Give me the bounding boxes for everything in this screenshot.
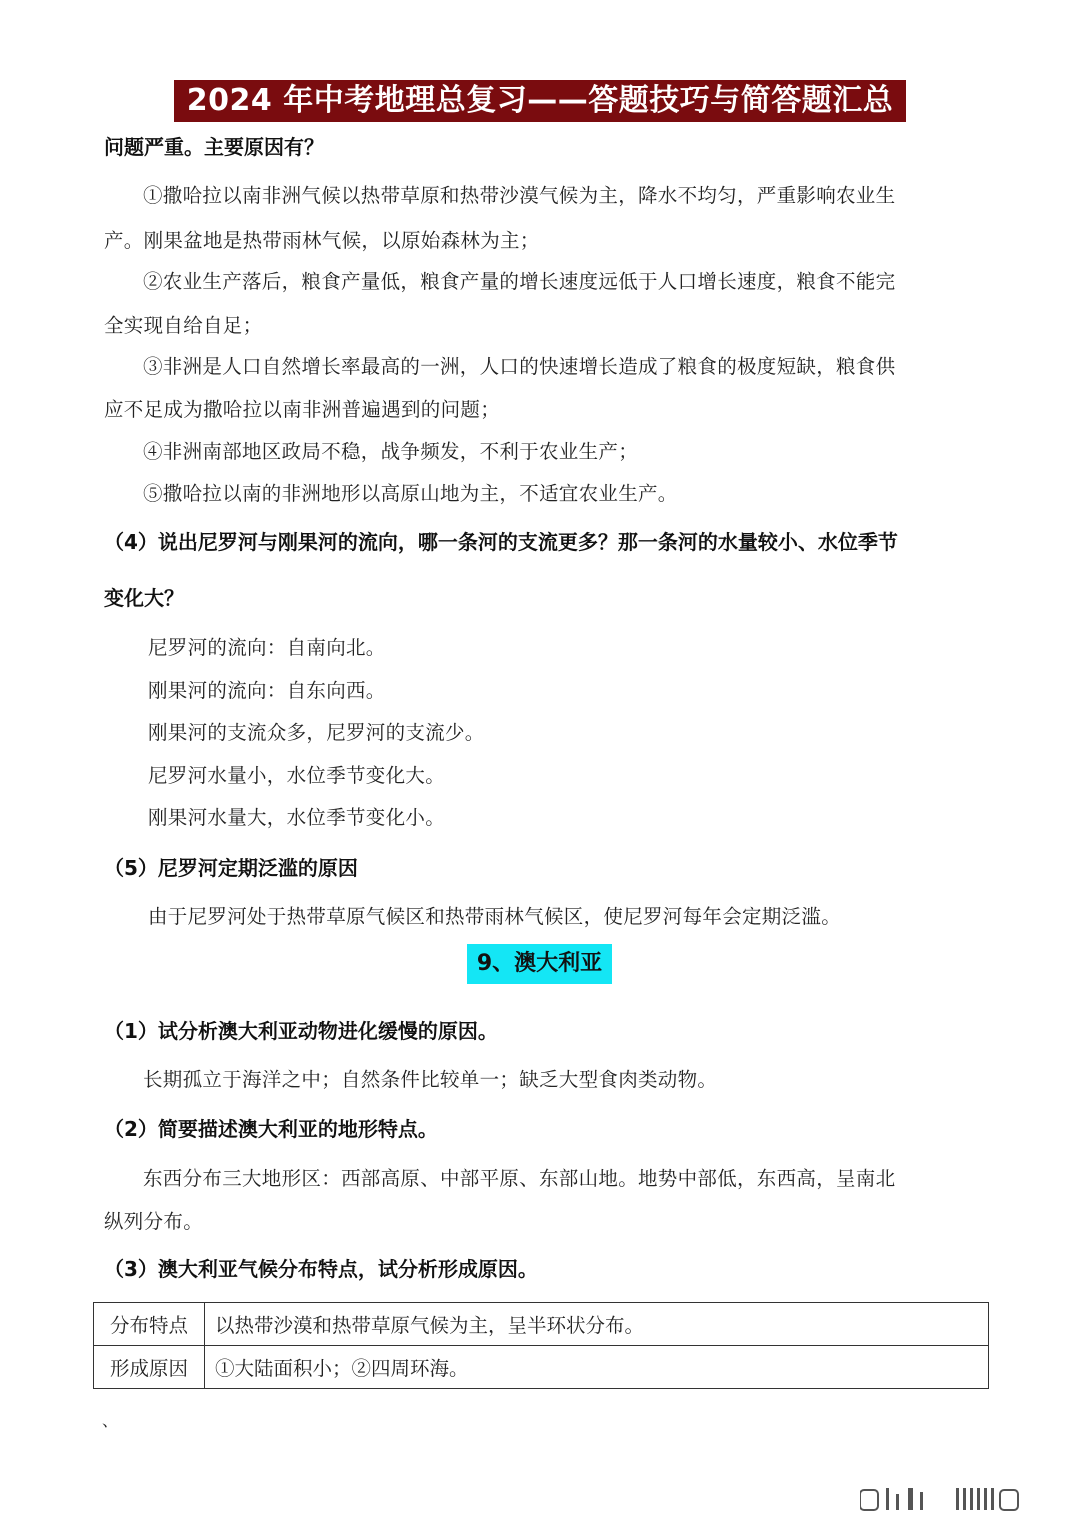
australia-question-2: （2）简要描述澳大利亚的地形特点。 xyxy=(104,1117,438,1141)
cause-line-8: ⑤撒哈拉以南的非洲地形以高原山地为主，不适宜农业生产。 xyxy=(143,482,678,505)
table-value-cause: ①大陆面积小；②四周环海。 xyxy=(205,1346,989,1389)
cause-line-4: 全实现自给自足； xyxy=(104,314,263,337)
stray-mark: 、 xyxy=(102,1411,119,1430)
table-row xyxy=(94,1346,989,1389)
question-5: （5）尼罗河定期泛滥的原因 xyxy=(104,856,358,880)
answer-4-line-4: 尼罗河水量小，水位季节变化大。 xyxy=(148,764,446,787)
question-4-line-1: （4）说出尼罗河与刚果河的流向，哪一条河的支流更多？那一条河的水量较小、水位季节 xyxy=(104,530,898,554)
watermark-bars-icon xyxy=(860,1484,1060,1514)
table-row xyxy=(94,1303,989,1346)
cause-line-2: 产。刚果盆地是热带雨林气候，以原始森林为主； xyxy=(104,229,540,252)
cause-line-6: 应不足成为撒哈拉以南非洲普遍遇到的问题； xyxy=(104,398,501,421)
answer-4-line-5: 刚果河水量大，水位季节变化小。 xyxy=(148,806,446,829)
australia-answer-1: 长期孤立于海洋之中；自然条件比较单一；缺乏大型食肉类动物。 xyxy=(143,1068,718,1091)
question-4-line-2: 变化大？ xyxy=(104,586,184,610)
australia-answer-2-line-1: 东西分布三大地形区：西部高原、中部平原、东部山地。地势中部低，东西高，呈南北 xyxy=(143,1167,896,1190)
cause-line-1: ①撒哈拉以南非洲气候以热带草原和热带沙漠气候为主，降水不均匀，严重影响农业生 xyxy=(143,184,896,207)
answer-5: 由于尼罗河处于热带草原气候区和热带雨林气候区，使尼罗河每年会定期泛滥。 xyxy=(148,905,842,928)
australia-answer-2-line-2: 纵列分布。 xyxy=(104,1210,204,1233)
cause-line-7: ④非洲南部地区政局不稳，战争频发，不利于农业生产； xyxy=(143,440,639,463)
page-title: 2024 年中考地理总复习——答题技巧与简答题汇总 xyxy=(174,80,906,122)
table-label-distribution: 分布特点 xyxy=(94,1303,205,1346)
answer-4-line-2: 刚果河的流向：自东向西。 xyxy=(148,679,386,702)
cause-line-5: ③非洲是人口自然增长率最高的一洲，人口的快速增长造成了粮食的极度短缺，粮食供 xyxy=(143,355,896,378)
table-label-cause: 形成原因 xyxy=(94,1346,205,1389)
climate-table xyxy=(93,1302,989,1389)
answer-4-line-1: 尼罗河的流向：自南向北。 xyxy=(148,636,386,659)
table-value-distribution: 以热带沙漠和热带草原气候为主，呈半环状分布。 xyxy=(205,1303,989,1346)
australia-question-1: （1）试分析澳大利亚动物进化缓慢的原因。 xyxy=(104,1019,498,1043)
question-continuation: 问题严重。主要原因有？ xyxy=(104,135,324,159)
cause-line-3: ②农业生产落后，粮食产量低，粮食产量的增长速度远低于人口增长速度，粮食不能完 xyxy=(143,270,896,293)
section-heading-australia: 9、澳大利亚 xyxy=(467,944,612,984)
australia-question-3: （3）澳大利亚气候分布特点，试分析形成原因。 xyxy=(104,1257,538,1281)
answer-4-line-3: 刚果河的支流众多，尼罗河的支流少。 xyxy=(148,721,485,744)
